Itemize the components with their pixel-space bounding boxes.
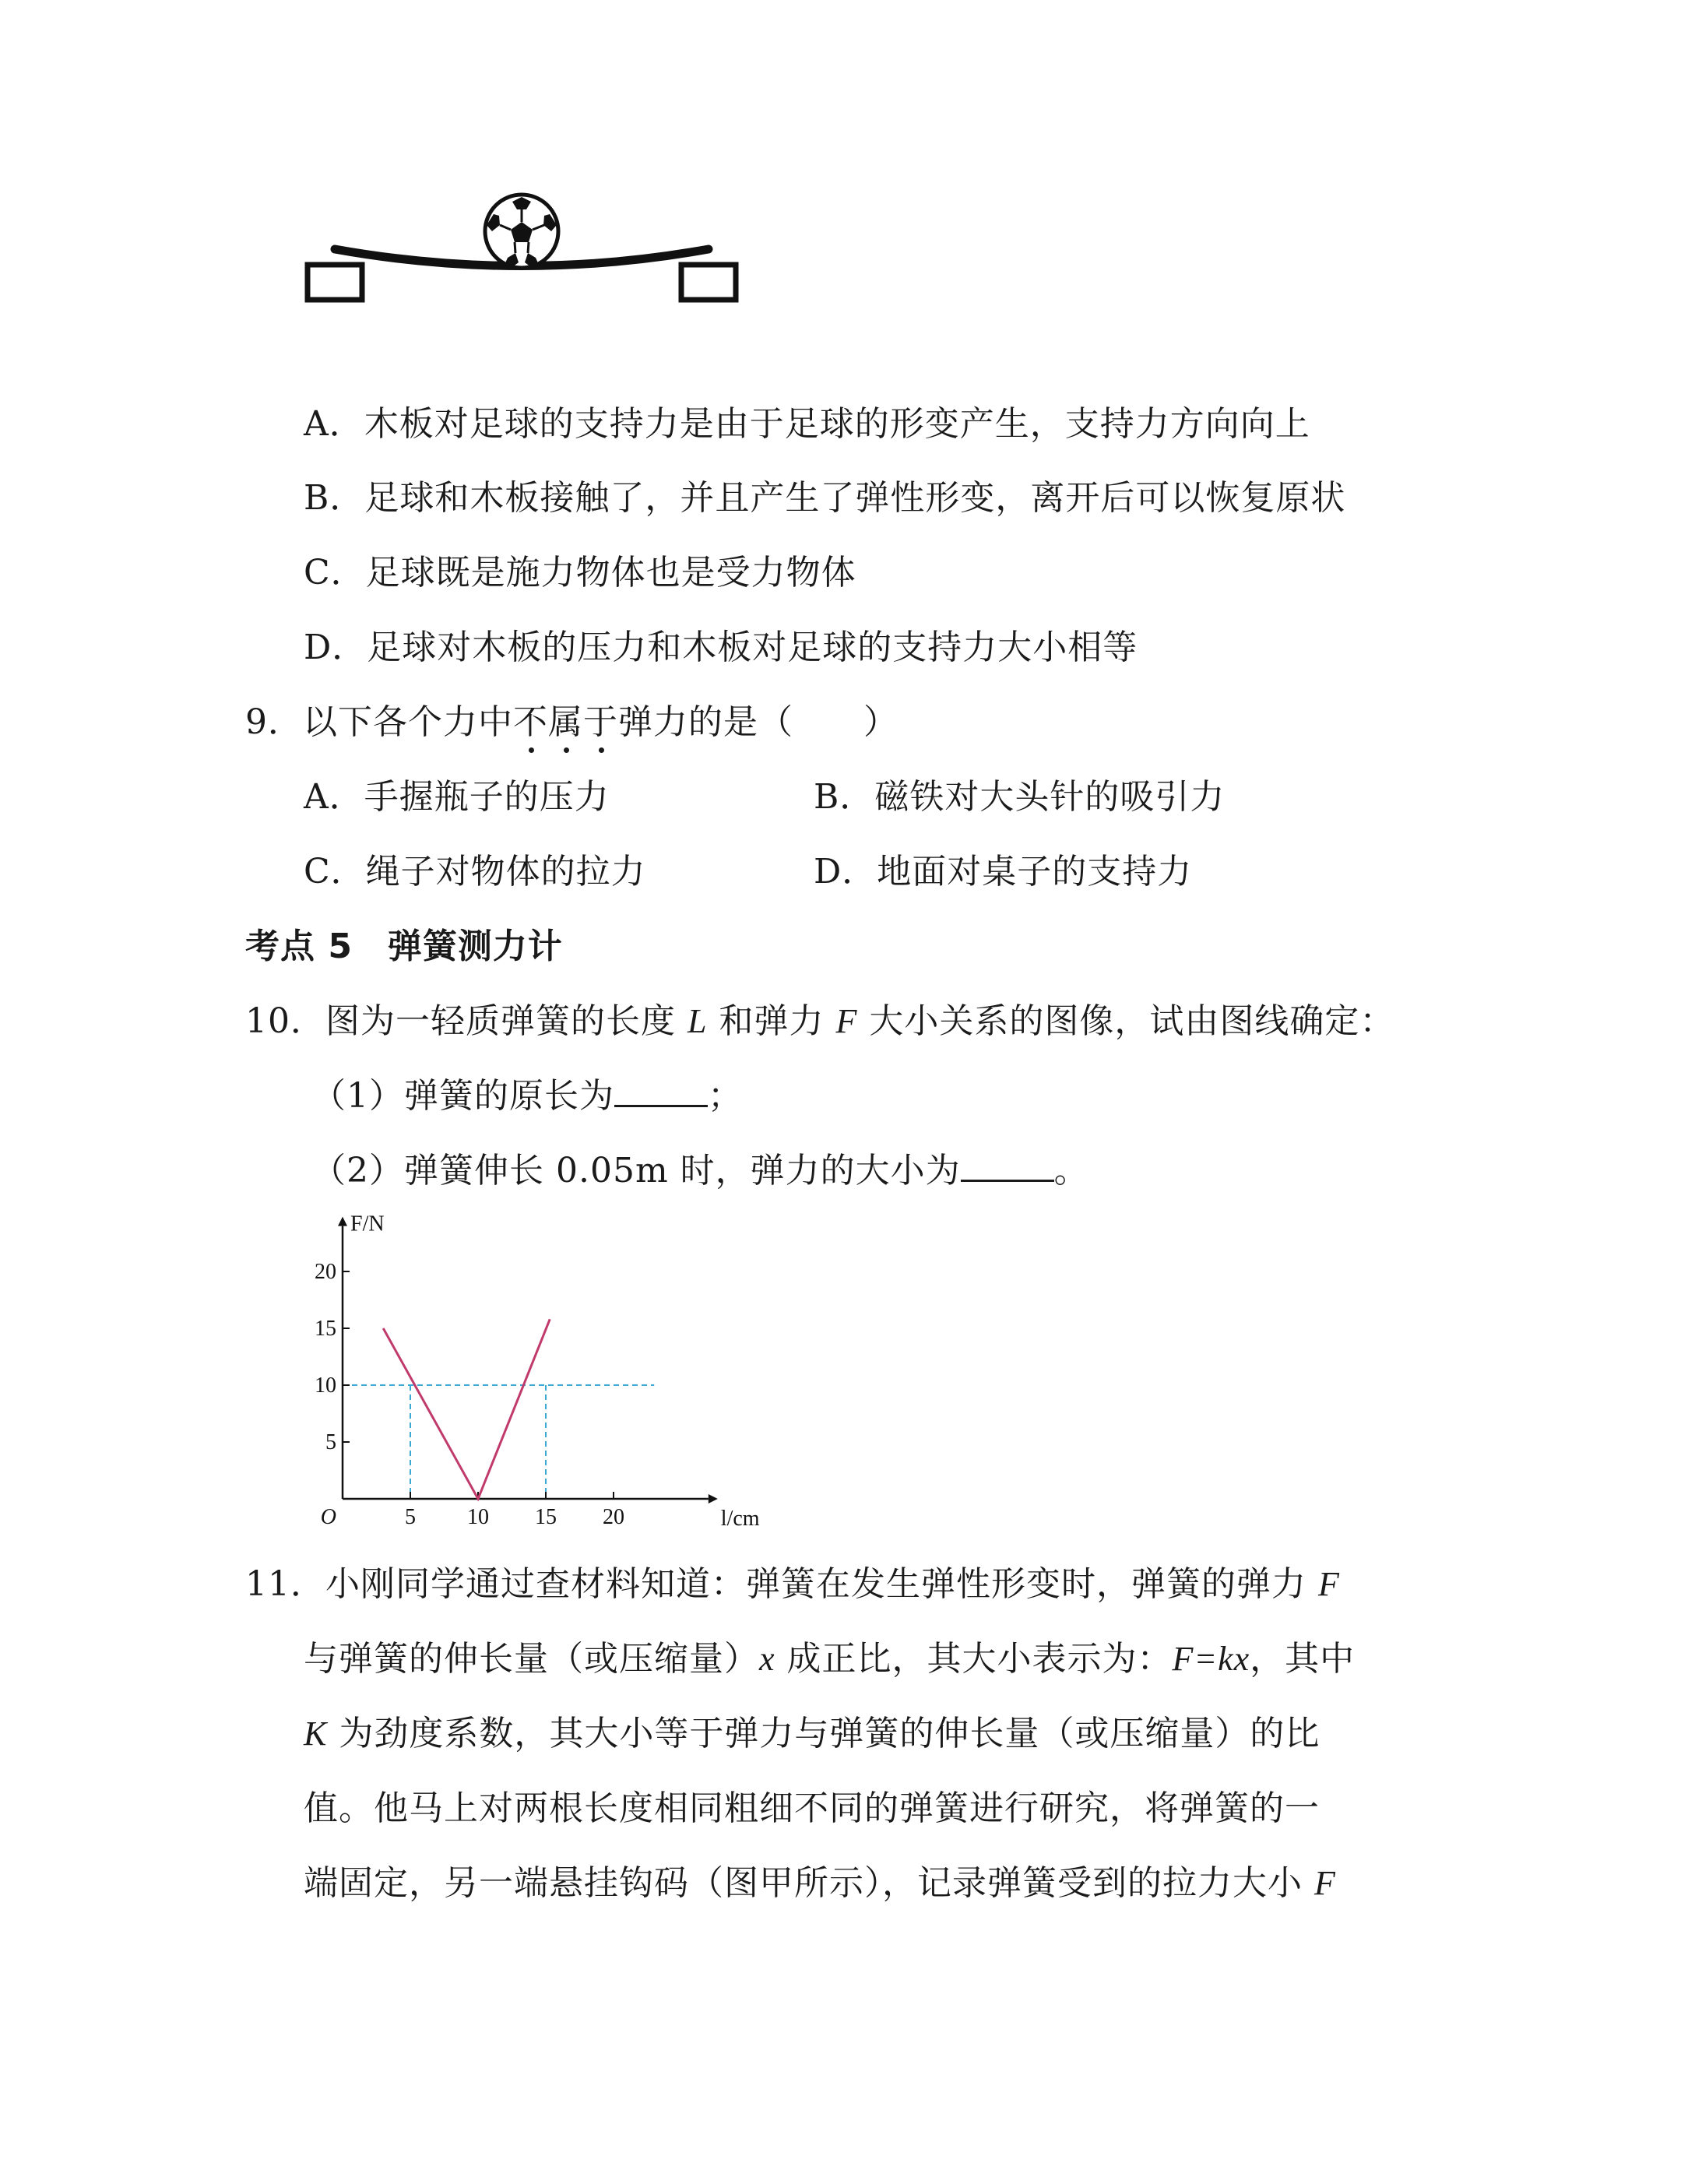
q10-stem-b: 和弹力	[707, 1001, 836, 1041]
x-tick-label-1: 5	[405, 1505, 416, 1529]
q11-var-f: F	[1317, 1565, 1340, 1603]
q11-line-2-c: ，其中	[1250, 1639, 1356, 1679]
q11-line-1-text: 11．小刚同学通过查材料知道：弹簧在发生弹性形变时，弹簧的弹力	[245, 1564, 1318, 1604]
q10-part-2-text: （2）弹簧伸长 0.05m 时，弹力的大小为	[311, 1151, 961, 1190]
q11-line-3	[304, 1711, 1320, 1757]
q11-line-2-b: 成正比，其大小表示为：	[775, 1639, 1173, 1679]
force-length-chart	[296, 1211, 760, 1538]
q9-stem	[245, 699, 899, 746]
q9-emphasis-char-3: 于	[583, 702, 618, 742]
q11-var-f-2: F	[1313, 1864, 1336, 1902]
q9-option-b: B．磁铁对大头针的吸引力	[814, 777, 1226, 817]
q9-option-d: D．地面对桌子的支持力	[814, 852, 1193, 892]
q8-option-c: C．足球既是施力物体也是受力物体	[304, 553, 856, 593]
q11-line-5-text: 端固定，另一端悬挂钩码（图甲所示），记录弹簧受到的拉力大小	[304, 1863, 1314, 1903]
section-heading: 考点 5 弹簧测力计	[245, 927, 563, 966]
q9-emphasis-char-2: 属	[548, 702, 583, 742]
q9-stem-post: 弹力的是（ ）	[618, 702, 899, 742]
q8-option-a: A．木板对足球的支持力是由于足球的形变产生，支持力方向向上	[304, 404, 1310, 444]
q9-stem-pre: 9．以下各个力中	[245, 702, 513, 742]
football-icon	[485, 195, 558, 268]
origin-label: O	[320, 1505, 336, 1529]
q10-part-1-text: （1）弹簧的原长为	[311, 1076, 614, 1116]
q9-option-c: C．绳子对物体的拉力	[304, 852, 646, 892]
q10-stem-c: 大小关系的图像，试由图线确定：	[857, 1001, 1395, 1041]
right-support-block	[681, 265, 736, 300]
q10-var-f: F	[835, 1002, 858, 1040]
y-tick-label-3: 15	[315, 1317, 336, 1341]
y-tick-label-2: 10	[315, 1373, 336, 1398]
q10-answer-blank-1[interactable]	[614, 1074, 708, 1107]
x-tick-label-3: 15	[535, 1505, 557, 1529]
y-axis-label: F/N	[350, 1212, 385, 1236]
q10-part-1-end: ；	[708, 1076, 743, 1116]
q10-answer-blank-2[interactable]	[961, 1148, 1054, 1182]
q10-stem	[245, 998, 1394, 1045]
y-axis-arrow	[338, 1217, 347, 1226]
q10-part-1	[311, 1073, 743, 1120]
x-tick-label-2: 10	[467, 1505, 489, 1529]
q8-option-b: B．足球和木板接触了，并且产生了弹性形变，离开后可以恢复原状	[304, 478, 1346, 518]
q10-stem-a: 10．图为一轻质弹簧的长度	[245, 1001, 688, 1041]
q11-line-5	[304, 1860, 1336, 1907]
q11-var-k: K	[304, 1714, 328, 1753]
q11-line-3-text: 为劲度系数，其大小等于弹力与弹簧的伸长量（或压缩量）的比	[327, 1714, 1321, 1753]
y-tick-label-4: 20	[315, 1260, 336, 1284]
q11-equation: F=kx	[1172, 1640, 1250, 1678]
football-board-figure	[304, 191, 755, 315]
x-axis-label: l/cm	[720, 1507, 760, 1531]
y-tick-label-1: 5	[325, 1430, 336, 1454]
q9-option-a: A．手握瓶子的压力	[304, 777, 610, 817]
q9-emphasis-char-1: 不	[513, 702, 548, 742]
x-tick-label-4: 20	[603, 1505, 624, 1529]
q10-part-2	[311, 1148, 1089, 1194]
q11-line-2	[304, 1636, 1355, 1683]
q11-line-4: 值。他马上对两根长度相同粗细不同的弹簧进行研究，将弹簧的一	[304, 1788, 1320, 1828]
q10-part-2-end: 。	[1053, 1151, 1089, 1190]
x-axis-arrow	[709, 1494, 718, 1503]
q8-option-d: D．足球对木板的压力和木板对足球的支持力大小相等	[304, 628, 1138, 667]
q11-line-1	[245, 1561, 1340, 1608]
q10-var-l: L	[687, 1002, 708, 1040]
series-line-1	[383, 1319, 550, 1499]
q11-var-x: x	[759, 1640, 775, 1678]
q11-line-2-a: 与弹簧的伸长量（或压缩量）	[304, 1639, 759, 1679]
left-support-block	[308, 265, 362, 300]
